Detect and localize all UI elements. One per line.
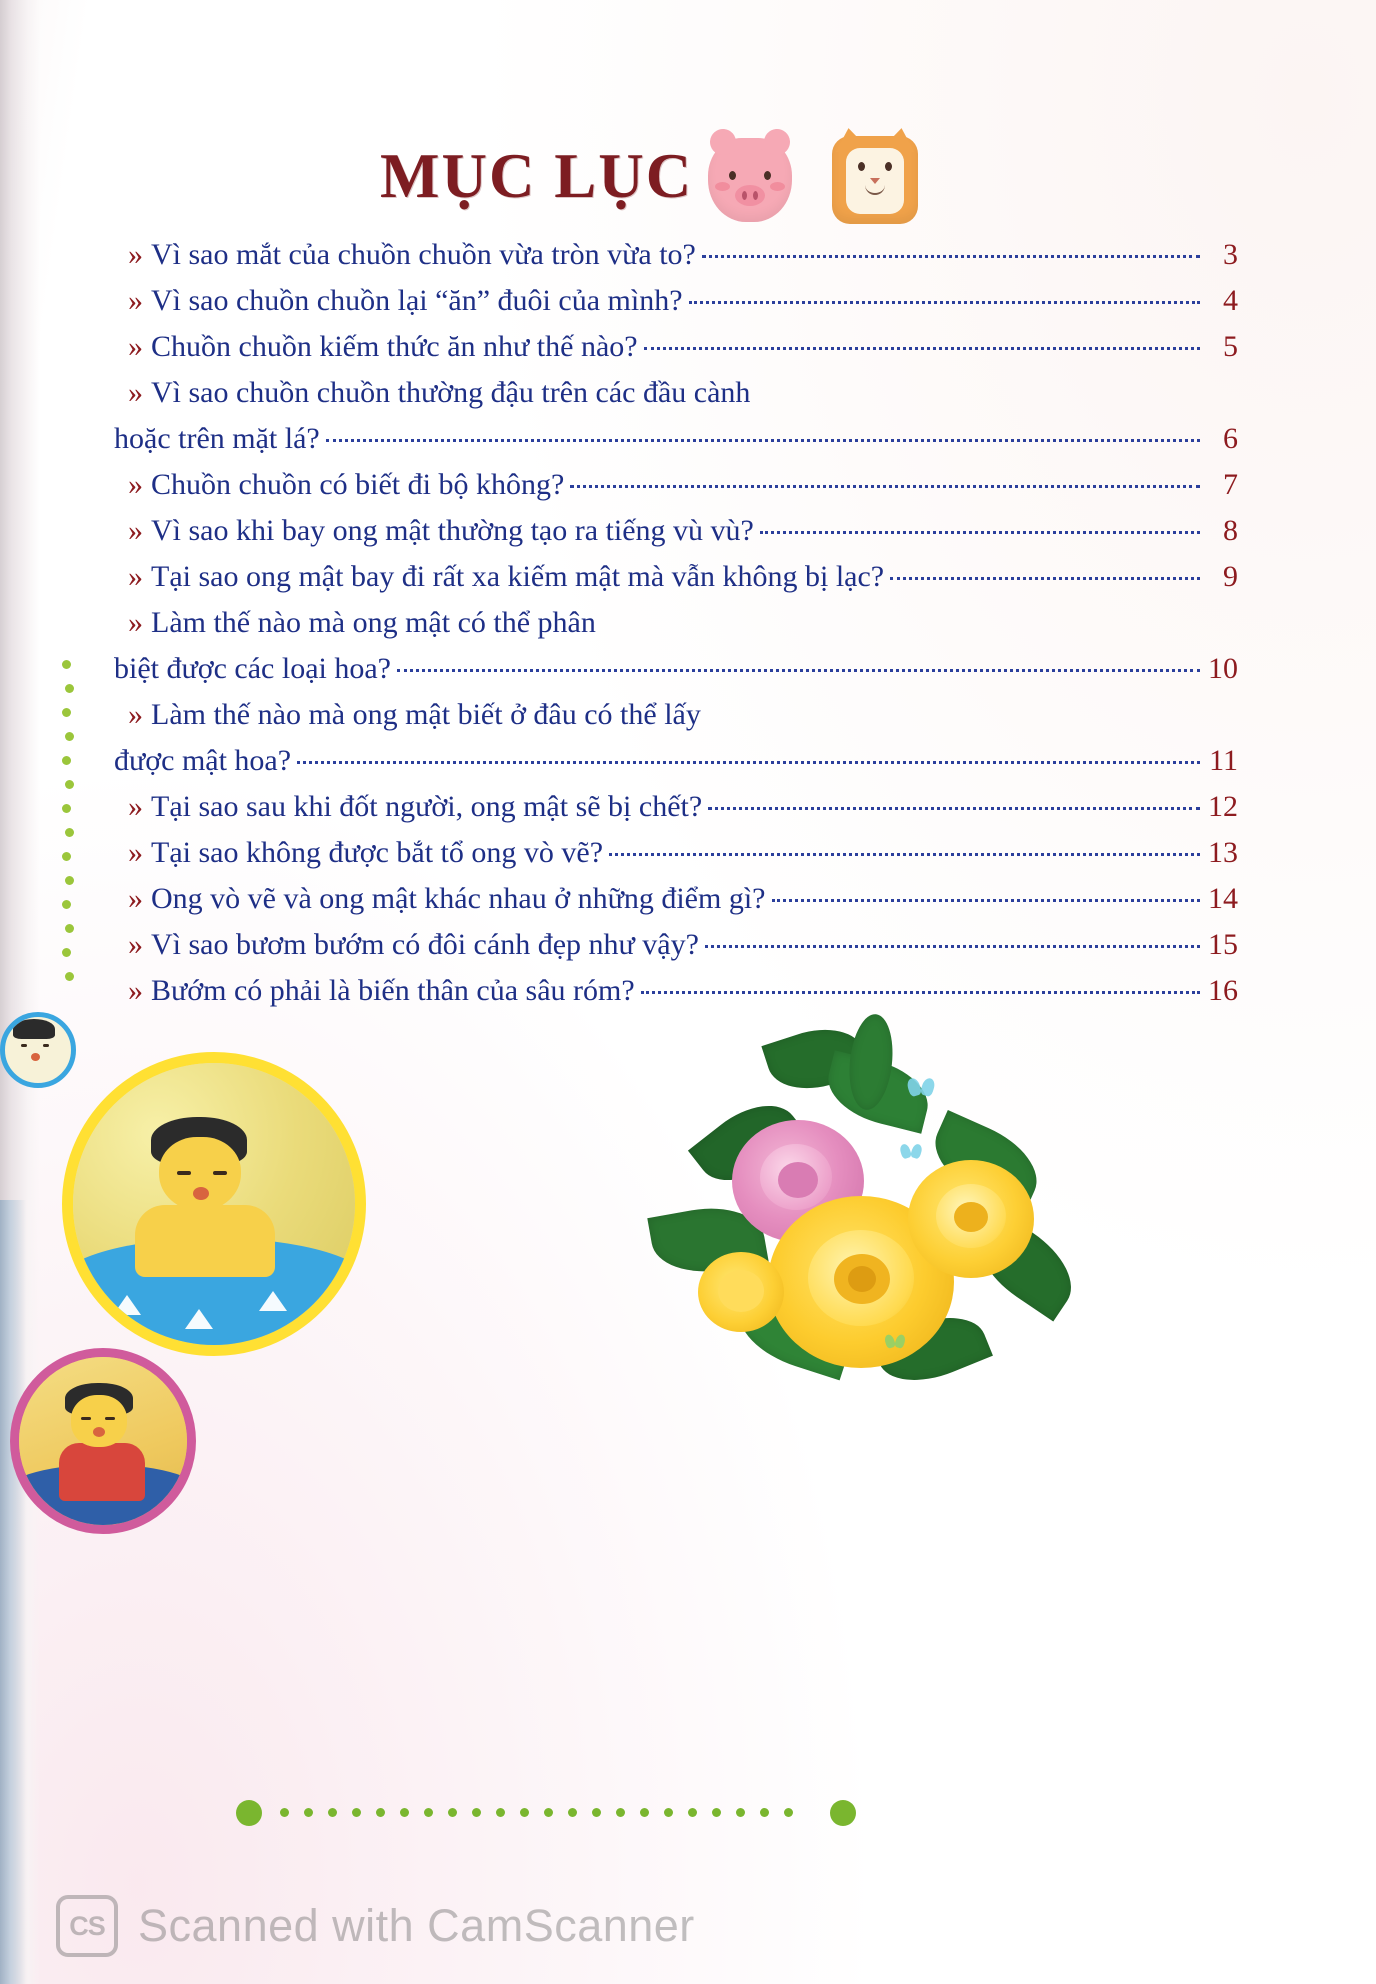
toc-bullet-icon: » bbox=[128, 698, 143, 731]
divider-dot bbox=[544, 1808, 553, 1817]
pig-face-icon bbox=[708, 138, 792, 222]
toc-entry[interactable] bbox=[106, 652, 1238, 686]
toc-entry[interactable] bbox=[128, 560, 1238, 594]
toc-bullet-icon: » bbox=[128, 974, 143, 1007]
ribbon-dot bbox=[62, 660, 71, 669]
toc-entry-label: Làm thế nào mà ong mật có thể phân bbox=[151, 606, 596, 639]
pig-eye-right bbox=[764, 171, 771, 180]
boy-sitting-illustration bbox=[10, 1348, 196, 1534]
toc-bullet-icon: » bbox=[128, 468, 143, 501]
hair-shape bbox=[13, 1019, 55, 1039]
toc-page-number: 6 bbox=[1223, 422, 1238, 455]
star-shape bbox=[259, 1291, 287, 1311]
toc-entry-label: Tại sao sau khi đốt người, ong mật sẽ bị chết? bbox=[151, 790, 703, 823]
toc-page-number: 4 bbox=[1223, 284, 1238, 317]
divider-dot bbox=[400, 1808, 409, 1817]
ribbon-dot bbox=[62, 852, 71, 861]
camscanner-badge: CS bbox=[56, 1895, 118, 1957]
toc-leader-dots bbox=[689, 300, 1200, 304]
toc-bullet-icon: » bbox=[128, 882, 143, 915]
toc-leader-dots bbox=[644, 346, 1200, 350]
toc-entry-label: hoặc trên mặt lá? bbox=[114, 422, 320, 455]
toc-entry[interactable] bbox=[128, 790, 1238, 824]
cat-face-icon bbox=[832, 136, 918, 224]
divider-dot bbox=[616, 1808, 625, 1817]
green-dot-ribbon bbox=[62, 660, 76, 990]
divider-dot bbox=[472, 1808, 481, 1817]
toc-entry-label: Vì sao chuồn chuồn lại “ăn” đuôi của mình? bbox=[151, 284, 683, 317]
divider-dot bbox=[328, 1808, 337, 1817]
divider-dot bbox=[784, 1808, 793, 1817]
toc-entry-label: Tại sao không được bắt tổ ong vò vẽ? bbox=[151, 836, 604, 869]
ribbon-dot bbox=[65, 684, 74, 693]
page-header bbox=[0, 132, 1376, 242]
pig-nostril-left bbox=[742, 191, 747, 200]
rose-petal bbox=[718, 1270, 764, 1312]
mouth-shape bbox=[93, 1427, 105, 1437]
book-binding-edge bbox=[0, 1200, 26, 1984]
ribbon-dot bbox=[65, 732, 74, 741]
toc-leader-dots bbox=[326, 438, 1200, 442]
toc-page-number: 12 bbox=[1208, 790, 1238, 823]
toc-entry[interactable] bbox=[128, 514, 1238, 548]
divider-dot bbox=[424, 1808, 433, 1817]
eye-left bbox=[177, 1171, 191, 1175]
toc-bullet-icon: » bbox=[128, 790, 143, 823]
toc-bullet-icon: » bbox=[128, 514, 143, 547]
pig-blush-left bbox=[715, 182, 730, 191]
toc-leader-dots bbox=[702, 254, 1200, 258]
divider-end-dot-left bbox=[236, 1800, 262, 1826]
toc-bullet-icon: » bbox=[128, 606, 143, 639]
toc-bullet-icon: » bbox=[128, 836, 143, 869]
ribbon-dot bbox=[62, 804, 71, 813]
toc-page-number: 9 bbox=[1223, 560, 1238, 593]
ribbon-dot bbox=[62, 708, 71, 717]
toc-leader-dots bbox=[890, 576, 1200, 580]
ribbon-dot bbox=[65, 924, 74, 933]
toc-entry-label: biệt được các loại hoa? bbox=[114, 652, 391, 685]
toc-leader-dots bbox=[708, 806, 1200, 810]
toc-leader-dots bbox=[772, 898, 1201, 902]
table-of-contents bbox=[114, 238, 1238, 1020]
divider-end-dot-right bbox=[830, 1800, 856, 1826]
toc-page-number: 13 bbox=[1208, 836, 1238, 869]
eye-right bbox=[105, 1417, 115, 1420]
camscanner-watermark bbox=[56, 1895, 695, 1957]
toc-entry-label: Vì sao mắt của chuồn chuồn vừa tròn vừa to? bbox=[151, 238, 696, 271]
toc-page-number: 10 bbox=[1208, 652, 1238, 685]
toc-entry-label: được mật hoa? bbox=[114, 744, 292, 777]
toc-entry-label: Chuồn chuồn có biết đi bộ không? bbox=[151, 468, 565, 501]
toc-leader-dots bbox=[641, 990, 1200, 994]
butterfly-icon bbox=[908, 1078, 934, 1098]
pig-snout bbox=[735, 185, 765, 206]
divider-dot bbox=[760, 1808, 769, 1817]
divider-dot bbox=[568, 1808, 577, 1817]
toc-page-number: 3 bbox=[1223, 238, 1238, 271]
star-shape bbox=[185, 1309, 213, 1329]
body-shape bbox=[59, 1443, 145, 1501]
toc-page-number: 15 bbox=[1208, 928, 1238, 961]
cat-eye-right bbox=[885, 162, 892, 171]
divider-dot bbox=[496, 1808, 505, 1817]
ribbon-dot bbox=[62, 756, 71, 765]
ribbon-dot bbox=[62, 948, 71, 957]
toc-leader-dots bbox=[760, 530, 1200, 534]
green-dot-divider bbox=[236, 1800, 856, 1826]
camscanner-text: Scanned with CamScanner bbox=[138, 1900, 695, 1951]
toc-entry[interactable] bbox=[106, 422, 1238, 456]
butterfly-icon bbox=[901, 1144, 922, 1160]
toc-entry[interactable] bbox=[128, 974, 1238, 1008]
toc-entry[interactable] bbox=[128, 606, 1238, 640]
divider-dot bbox=[688, 1808, 697, 1817]
divider-dot bbox=[280, 1808, 289, 1817]
divider-dot bbox=[352, 1808, 361, 1817]
ribbon-dot bbox=[65, 876, 74, 885]
toc-entry[interactable] bbox=[128, 238, 1238, 272]
mouth-shape bbox=[193, 1187, 209, 1200]
toc-bullet-icon: » bbox=[128, 238, 143, 271]
toc-bullet-icon: » bbox=[128, 560, 143, 593]
divider-dot bbox=[640, 1808, 649, 1817]
toc-entry-label: Tại sao ong mật bay đi rất xa kiếm mật mà vẫn không bị lạc? bbox=[151, 560, 885, 593]
toc-entry[interactable] bbox=[106, 744, 1238, 778]
toc-entry[interactable] bbox=[128, 468, 1238, 502]
boy-portrait-thumbnail bbox=[0, 1012, 76, 1088]
toc-page-number: 5 bbox=[1223, 330, 1238, 363]
mouth-shape bbox=[31, 1053, 40, 1061]
pig-eye-left bbox=[729, 171, 736, 180]
toc-entry[interactable] bbox=[128, 284, 1238, 318]
toc-entry-label: Ong vò vẽ và ong mật khác nhau ở những điểm gì? bbox=[151, 882, 766, 915]
toc-entry[interactable] bbox=[128, 882, 1238, 916]
toc-leader-dots bbox=[602, 625, 1200, 626]
toc-bullet-icon: » bbox=[128, 376, 143, 409]
toc-entry-label: Làm thế nào mà ong mật biết ở đâu có thể lấy bbox=[151, 698, 701, 731]
boy-in-bed-illustration bbox=[62, 1052, 366, 1356]
toc-leader-dots bbox=[397, 668, 1200, 672]
toc-entry-label: Vì sao khi bay ong mật thường tạo ra tiếng vù vù? bbox=[151, 514, 754, 547]
toc-page-number: 14 bbox=[1208, 882, 1238, 915]
pig-blush-right bbox=[770, 182, 785, 191]
toc-leader-dots bbox=[705, 944, 1200, 948]
yellow-rose-small bbox=[698, 1252, 784, 1332]
divider-dot bbox=[712, 1808, 721, 1817]
eye-right bbox=[213, 1171, 227, 1175]
toc-entry[interactable] bbox=[128, 376, 1238, 410]
toc-page-number: 11 bbox=[1209, 744, 1238, 777]
toc-entry[interactable] bbox=[128, 698, 1238, 732]
toc-entry-label: Vì sao bươm bướm có đôi cánh đẹp như vậy? bbox=[151, 928, 699, 961]
toc-bullet-icon: » bbox=[128, 928, 143, 961]
toc-entry[interactable] bbox=[128, 928, 1238, 962]
toc-page-number: 16 bbox=[1208, 974, 1238, 1007]
rose-core bbox=[848, 1266, 876, 1292]
body-shape bbox=[135, 1205, 275, 1277]
toc-entry[interactable] bbox=[128, 330, 1238, 364]
star-shape bbox=[113, 1295, 141, 1315]
cat-eye-left bbox=[858, 162, 865, 171]
divider-dot bbox=[736, 1808, 745, 1817]
yellow-rose-right bbox=[908, 1160, 1034, 1278]
ribbon-dot bbox=[65, 972, 74, 981]
toc-bullet-icon: » bbox=[128, 330, 143, 363]
eye-right bbox=[43, 1044, 49, 1047]
toc-bullet-icon: » bbox=[128, 284, 143, 317]
eye-left bbox=[21, 1044, 27, 1047]
rose-center bbox=[954, 1202, 988, 1232]
ribbon-dot bbox=[65, 780, 74, 789]
eye-left bbox=[81, 1417, 91, 1420]
pig-nostril-right bbox=[753, 191, 758, 200]
divider-dot bbox=[592, 1808, 601, 1817]
toc-entry[interactable] bbox=[128, 836, 1238, 870]
head-shape bbox=[71, 1395, 127, 1447]
toc-entry-label: Vì sao chuồn chuồn thường đậu trên các đầu cành bbox=[151, 376, 751, 409]
butterfly-icon bbox=[885, 1335, 905, 1350]
toc-entry-label: Bướm có phải là biến thân của sâu róm? bbox=[151, 974, 635, 1007]
toc-page-number: 8 bbox=[1223, 514, 1238, 547]
toc-leader-dots bbox=[707, 717, 1200, 718]
toc-leader-dots bbox=[609, 852, 1200, 856]
toc-entry-label: Chuồn chuồn kiếm thức ăn như thế nào? bbox=[151, 330, 638, 363]
toc-leader-dots bbox=[297, 760, 1200, 764]
ribbon-dot bbox=[62, 900, 71, 909]
divider-dot bbox=[520, 1808, 529, 1817]
divider-dot bbox=[376, 1808, 385, 1817]
page-title: MỤC LỤC bbox=[380, 141, 694, 211]
ribbon-dot bbox=[65, 828, 74, 837]
toc-leader-dots bbox=[756, 395, 1200, 396]
toc-leader-dots bbox=[570, 484, 1200, 488]
divider-dot bbox=[664, 1808, 673, 1817]
divider-dot bbox=[448, 1808, 457, 1817]
toc-page-number: 7 bbox=[1223, 468, 1238, 501]
rose-center bbox=[778, 1162, 818, 1198]
roses-bouquet-illustration bbox=[640, 1020, 1140, 1440]
divider-dot bbox=[304, 1808, 313, 1817]
